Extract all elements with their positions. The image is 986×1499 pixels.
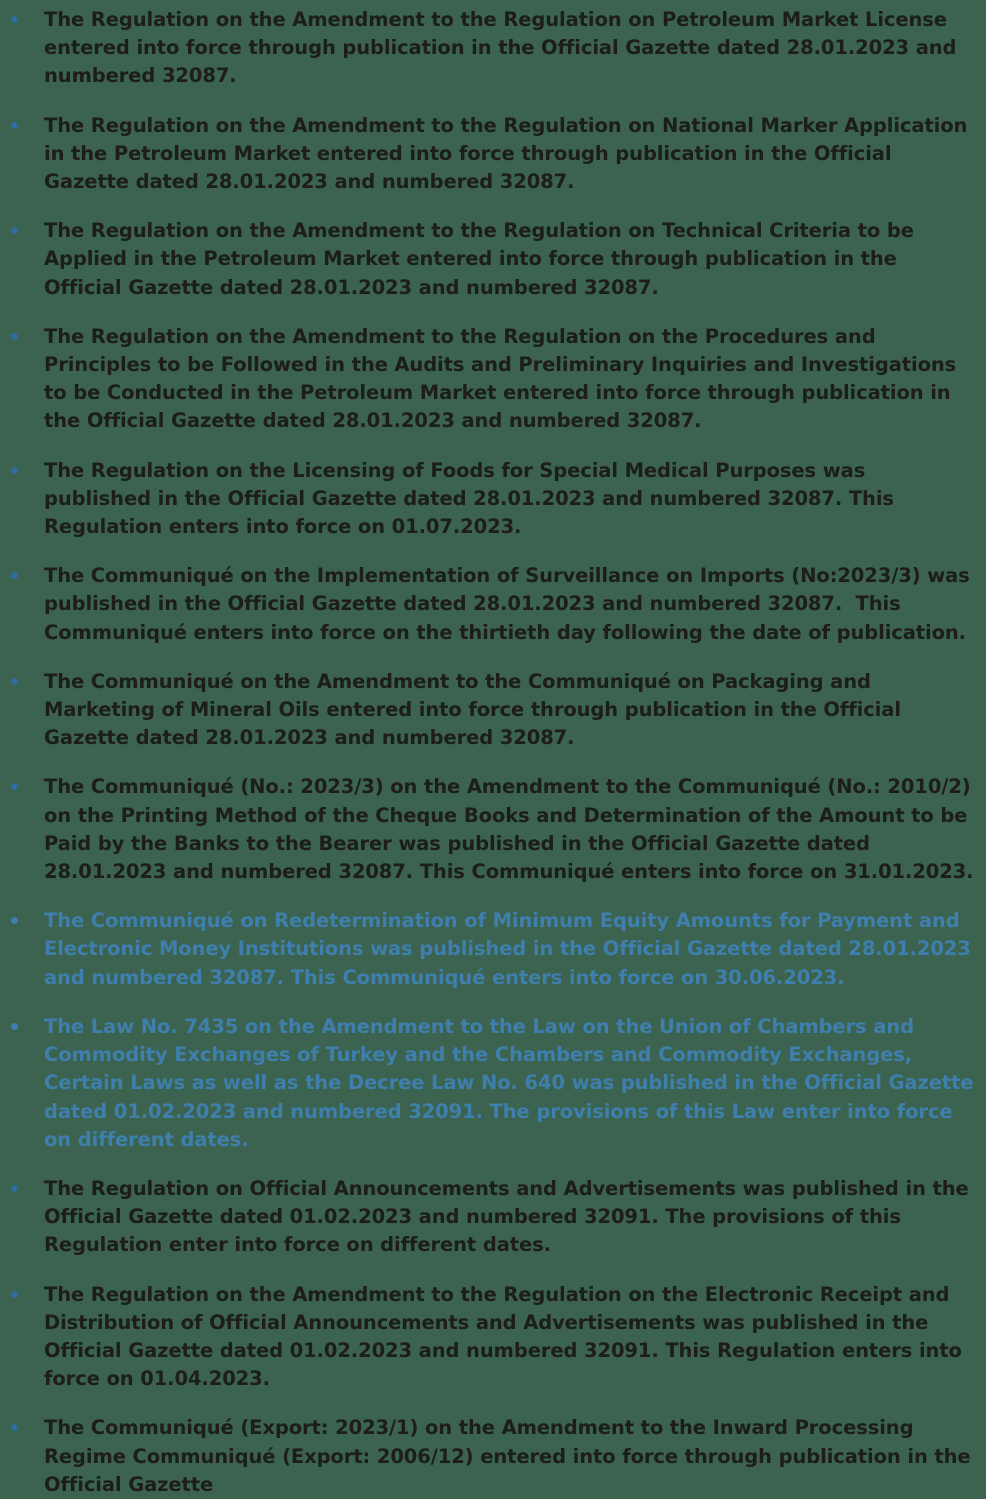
list-item bbox=[8, 562, 978, 647]
bullet-dot-icon bbox=[11, 1185, 18, 1192]
bullet-dot-icon bbox=[11, 1424, 18, 1431]
list-item bbox=[8, 217, 978, 302]
bullet-dot-icon bbox=[11, 1023, 18, 1030]
bullet-dot-icon bbox=[11, 333, 18, 340]
list-item bbox=[8, 1281, 978, 1394]
list-item-text: The Regulation on the Amendment to the Regulation on the Procedures and Principles to be Followed in the Audits and Preliminary Inquiries and Investigations to be Conducted in the Petroleum Market entered into force through publication in the Official Gazette dated 28.01.2023 and numbered 32087. bbox=[44, 324, 963, 433]
list-item-text: The Communiqué (No.: 2023/3) on the Amendment to the Communiqué (No.: 2010/2) on the Printing Method of the Cheque Books and Determination of the Amount to be Paid by the Banks to the Bearer was published in the Official Gazette dated 28.01.2023 and numbered 32087. This Communiqué enters into force on 31.01.2023. bbox=[44, 775, 978, 884]
list-item-text: The Regulation on the Amendment to the Regulation on Technical Criteria to be Applied in the Petroleum Market entered into force through publication in the Official Gazette dated 28.01.2023 and numbered 32087. bbox=[44, 219, 921, 299]
list-item-text: The Regulation on Official Announcements and Advertisements was published in the Official Gazette dated 01.02.2023 and numbered 32091. The provisions of this Regulation enter into force on different dates. bbox=[44, 1176, 976, 1257]
list-item-text: The Law No. 7435 on the Amendment to the Law on the Union of Chambers and Commodity Exchanges of Turkey and the Chambers and Commodity Exchanges, Certain Laws as well as the Decree Law No. 640 was published in the Official Gazette dated 01.02.2023 and numbered 32091. The provisions of this Law enter into force on different dates. bbox=[44, 1014, 981, 1151]
list-item-text: The Communiqué on Redetermination of Minimum Equity Amounts for Payment and Electronic Money Institutions was published in the Official Gazette dated 28.01.2023 and numbered 32087. This Communiqué enters into force on 30.06.2023. bbox=[44, 909, 978, 989]
bullet-dot-icon bbox=[11, 227, 18, 234]
list-item bbox=[8, 1013, 981, 1154]
list-item bbox=[8, 773, 978, 886]
bullet-dot-icon bbox=[11, 917, 18, 924]
list-item bbox=[8, 668, 978, 753]
list-item bbox=[8, 1175, 978, 1260]
list-item-text: The Communiqué (Export: 2023/1) on the Amendment to the Inward Processing Regime Communiqué (Export: 2006/12) entered into force through publication in the Official Gazette bbox=[44, 1416, 978, 1496]
bullet-dot-icon bbox=[11, 16, 18, 23]
bullet-dot-icon bbox=[11, 678, 18, 685]
list-item bbox=[8, 112, 978, 197]
list-item bbox=[8, 907, 978, 992]
list-item-text: The Regulation on the Amendment to the Regulation on the Electronic Receipt and Distribution of Official Announcements and Advertisements was published in the Official Gazette dated 01.02.2023 and numbered 32091. This Regulation enters into force on 01.04.2023. bbox=[44, 1282, 969, 1391]
regulation-bullet-list bbox=[8, 6, 981, 1499]
list-item-text: The Communiqué on the Implementation of Surveillance on Imports (No:2023/3) was published in the Official Gazette dated 28.01.2023 and numbered 32087. This Communiqué enters into force on the thirtieth day following the date of publication. bbox=[44, 564, 977, 644]
list-item bbox=[8, 6, 978, 91]
bullet-dot-icon bbox=[11, 783, 18, 790]
list-item-text: The Communiqué on the Amendment to the Communiqué on Packaging and Marketing of Mineral Oils entered into force through publication in the Official Gazette dated 28.01.2023 and numbered 32087. bbox=[44, 669, 908, 750]
list-item bbox=[8, 1414, 978, 1499]
list-item-text: The Regulation on the Licensing of Foods for Special Medical Purposes was published in the Official Gazette dated 28.01.2023 and numbered 32087. This Regulation enters into force on 01.07.2023. bbox=[44, 458, 901, 539]
bullet-dot-icon bbox=[11, 122, 18, 129]
list-item-text: The Regulation on the Amendment to the Regulation on National Marker Application in the Petroleum Market entered into force through publication in the Official Gazette dated 28.01.2023 and numbered 32087. bbox=[44, 113, 975, 194]
list-item-text: The Regulation on the Amendment to the Regulation on Petroleum Market License entered into force through publication in the Official Gazette dated 28.01.2023 and numbered 32087. bbox=[44, 8, 964, 88]
bullet-dot-icon bbox=[11, 467, 18, 474]
bullet-dot-icon bbox=[11, 1291, 18, 1298]
list-item bbox=[8, 323, 978, 436]
list-item bbox=[8, 457, 978, 542]
bullet-dot-icon bbox=[11, 572, 18, 579]
